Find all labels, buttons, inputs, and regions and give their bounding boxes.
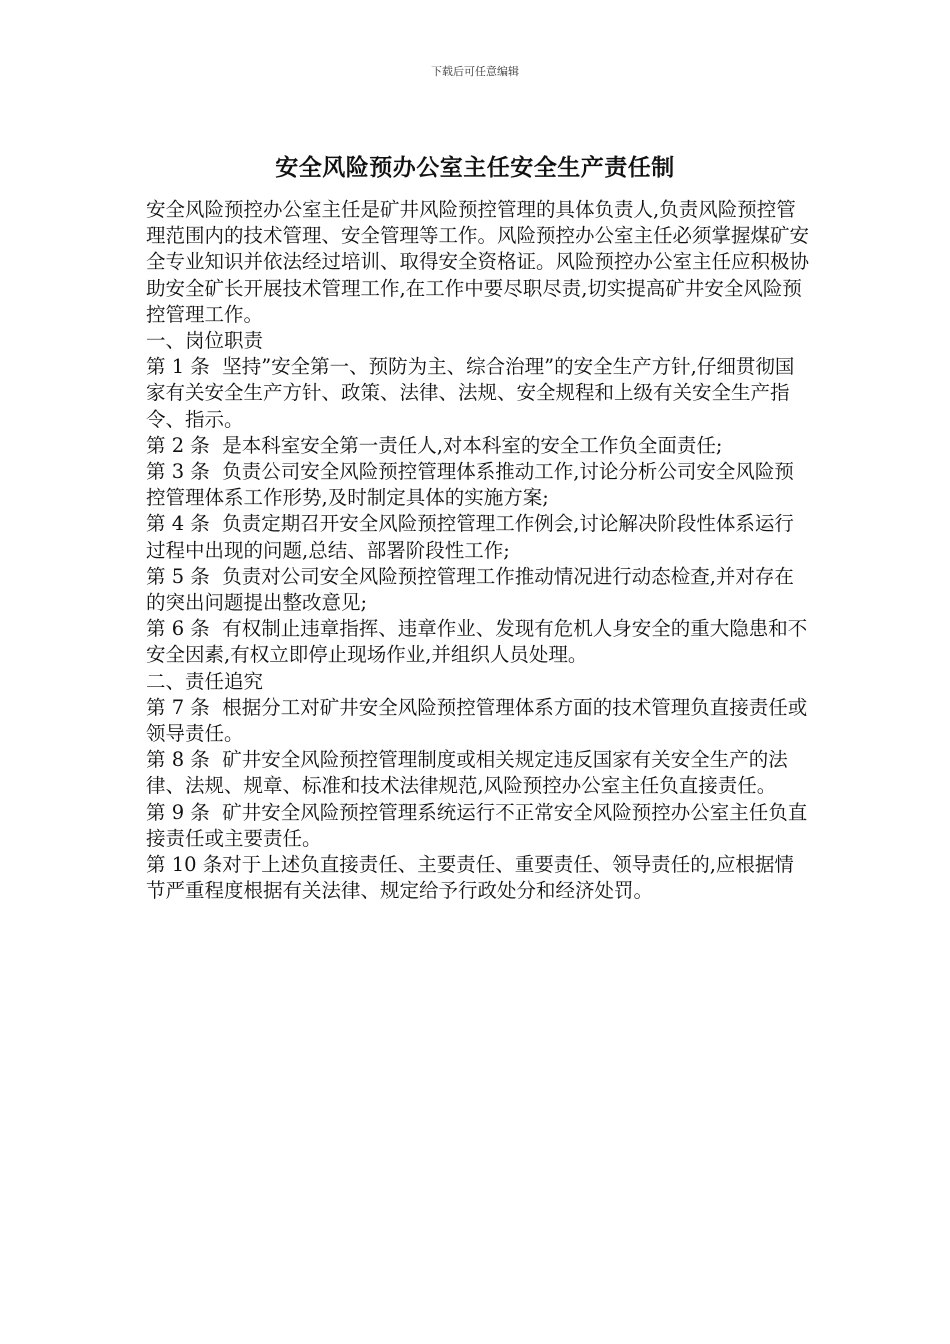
article-1: 第 1 条 坚持”安全第一、预防为主、综合治理”的安全生产方针,仔细贯彻国家有关安全生产方针、政策、法律、法规、安全规程和上级有关安全生产指令、指示。 xyxy=(146,355,795,431)
intro-paragraph: 安全风险预控办公室主任是矿井风险预控管理的具体负责人,负责风险预控管理范围内的技术管理、安全管理等工作。风险预控办公室主任必须掌握煤矿安全专业知识并依法经过培训、取得安全资格证。风险预控办公室主任应积极协助安全矿长开展技术管理工作,在工作中要尽职尽责,切实提高矿井安全风险预控管理工作。 xyxy=(146,198,810,326)
article-8: 第 8 条 矿井安全风险预控管理制度或相关规定违反国家有关安全生产的法律、法规、规章、标准和技术法律规范,风险预控办公室主任负直接责任。 xyxy=(146,748,788,798)
document-title: 安全风险预办公室主任安全生产责任制 xyxy=(275,154,675,181)
section-heading-accountability: 二、责任追究 xyxy=(146,669,264,693)
article-9: 第 9 条 矿井安全风险预控管理系统运行不正常安全风险预控办公室主任负直接责任或主要责任。 xyxy=(146,800,808,850)
article-7: 第 7 条 根据分工对矿井安全风险预控管理体系方面的技术管理负直接责任或领导责任。 xyxy=(146,695,808,746)
article-4: 第 4 条 负责定期召开安全风险预控管理工作例会,讨论解决阶段性体系运行过程中出现的问题,总结、部署阶段性工作; xyxy=(146,512,794,562)
article-5: 第 5 条 负责对公司安全风险预控管理工作推动情况进行动态检查,并对存在的突出问题提出整改意见; xyxy=(146,564,794,615)
page-header-note: 下载后可任意编辑 xyxy=(431,65,519,78)
document-body xyxy=(146,197,812,904)
article-3: 第 3 条 负责公司安全风险预控管理体系推动工作,讨论分析公司安全风险预控管理体系工作形势,及时制定具体的实施方案; xyxy=(146,460,794,510)
article-6: 第 6 条 有权制止违章指挥、违章作业、发现有危机人身安全的重大隐患和不安全因素,有权立即停止现场作业,并组织人员处理。 xyxy=(146,617,808,667)
article-2: 第 2 条 是本科室安全第一责任人,对本科室的安全工作负全面责任; xyxy=(146,433,723,457)
section-heading-duties: 一、岗位职责 xyxy=(146,329,264,353)
article-10: 第 10 条对于上述负直接责任、主要责任、重要责任、领导责任的,应根据情节严重程度根据有关法律、规定给予行政处分和经济处罚。 xyxy=(146,853,794,903)
